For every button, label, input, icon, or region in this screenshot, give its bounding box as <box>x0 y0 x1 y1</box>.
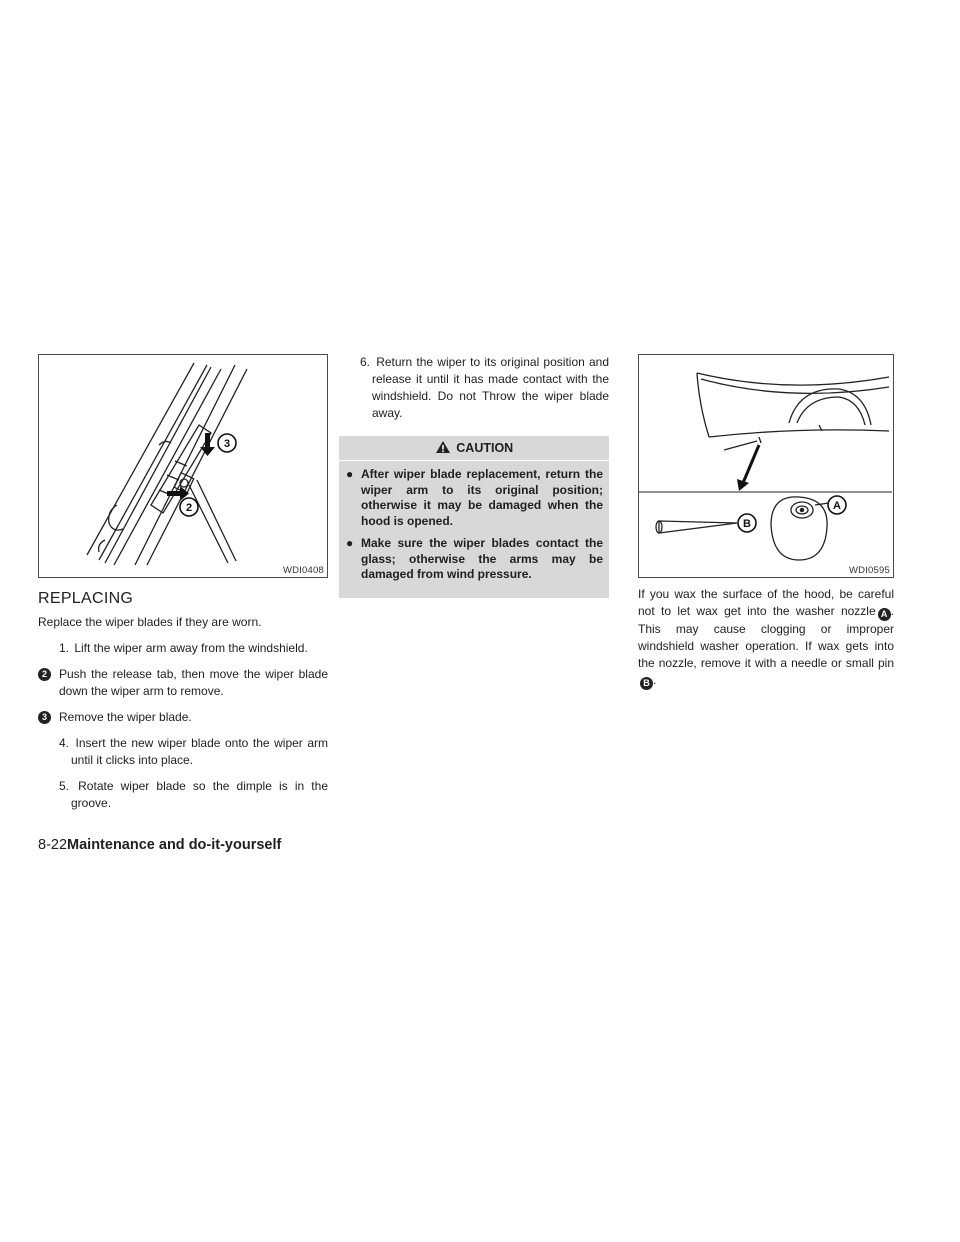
step-1 <box>38 640 328 657</box>
figure-label-3: 3 <box>223 438 231 450</box>
middle-column <box>339 354 609 598</box>
section-title: REPLACING <box>38 590 134 607</box>
caution-item-2-text: Make sure the wiper blades contact the glass; otherwise the arms may be damaged from wind pressure. <box>361 536 603 581</box>
page-number: 8-22 <box>38 837 68 853</box>
step-3 <box>38 709 328 726</box>
step-2-text: Push the release tab, then move the wiper blade down the wiper arm to remove. <box>59 667 328 698</box>
step-6 <box>339 354 609 422</box>
marker-a: A <box>878 608 891 621</box>
step-5-text: Rotate wiper blade so the dimple is in the groove. <box>71 779 328 810</box>
caution-box <box>339 436 609 598</box>
wax-text-3: . <box>653 673 657 687</box>
figure-label-2: 2 <box>185 502 193 514</box>
figure-code: WDI0595 <box>848 565 890 576</box>
hood-nozzle-drawing <box>639 355 892 576</box>
bullet-icon: ● <box>346 536 354 550</box>
wiper-removal-illustration <box>38 354 328 578</box>
caution-title: CAUTION <box>456 441 514 455</box>
wax-text-2: . This may cause clogging or improper windshield washer operation. If wax gets into the nozzle, remove it with a needle or small pin <box>638 604 894 670</box>
step-4 <box>38 735 328 769</box>
page-footer <box>38 837 281 853</box>
wax-paragraph <box>638 586 894 690</box>
chapter-title: Maintenance and do-it-yourself <box>67 837 282 853</box>
step-4-text: Insert the new wiper blade onto the wiper arm until it clicks into place. <box>71 736 328 767</box>
caution-header <box>339 440 609 461</box>
step-1-number: 1. <box>59 641 70 655</box>
step-6-text: Return the wiper to its original position and release it until it has made contact with the windshield. Do not Throw the wiper blade away. <box>372 355 609 420</box>
step-2-number: 2 <box>38 668 51 681</box>
caution-item-2 <box>345 536 603 583</box>
left-column <box>38 354 328 821</box>
wiper-arm-drawing <box>39 355 326 576</box>
washer-nozzle-illustration <box>638 354 894 578</box>
figure-label-b: B <box>743 518 751 530</box>
right-column <box>638 354 894 699</box>
caution-item-1-text: After wiper blade replacement, return the wiper arm to its original position; otherwise it may be damaged when the hood is opened. <box>361 467 603 528</box>
step-5-number: 5. <box>59 779 70 793</box>
caution-item-1 <box>345 467 603 529</box>
figure-code: WDI0408 <box>282 565 324 576</box>
warning-triangle-icon <box>435 440 451 457</box>
step-3-text: Remove the wiper blade. <box>59 710 192 724</box>
marker-b: B <box>640 677 653 690</box>
step-3-number: 3 <box>38 711 51 724</box>
wax-text-1: If you wax the surface of the hood, be careful not to let wax get into the washer nozzle <box>638 587 894 618</box>
step-6-number: 6. <box>360 355 371 369</box>
step-4-number: 4. <box>59 736 70 750</box>
step-5 <box>38 778 328 812</box>
step-1-text: Lift the wiper arm away from the windshield. <box>74 641 308 655</box>
intro-text: Replace the wiper blades if they are worn. <box>38 615 262 629</box>
figure-label-a: A <box>833 500 841 512</box>
step-2 <box>38 666 328 700</box>
bullet-icon: ● <box>346 467 354 481</box>
